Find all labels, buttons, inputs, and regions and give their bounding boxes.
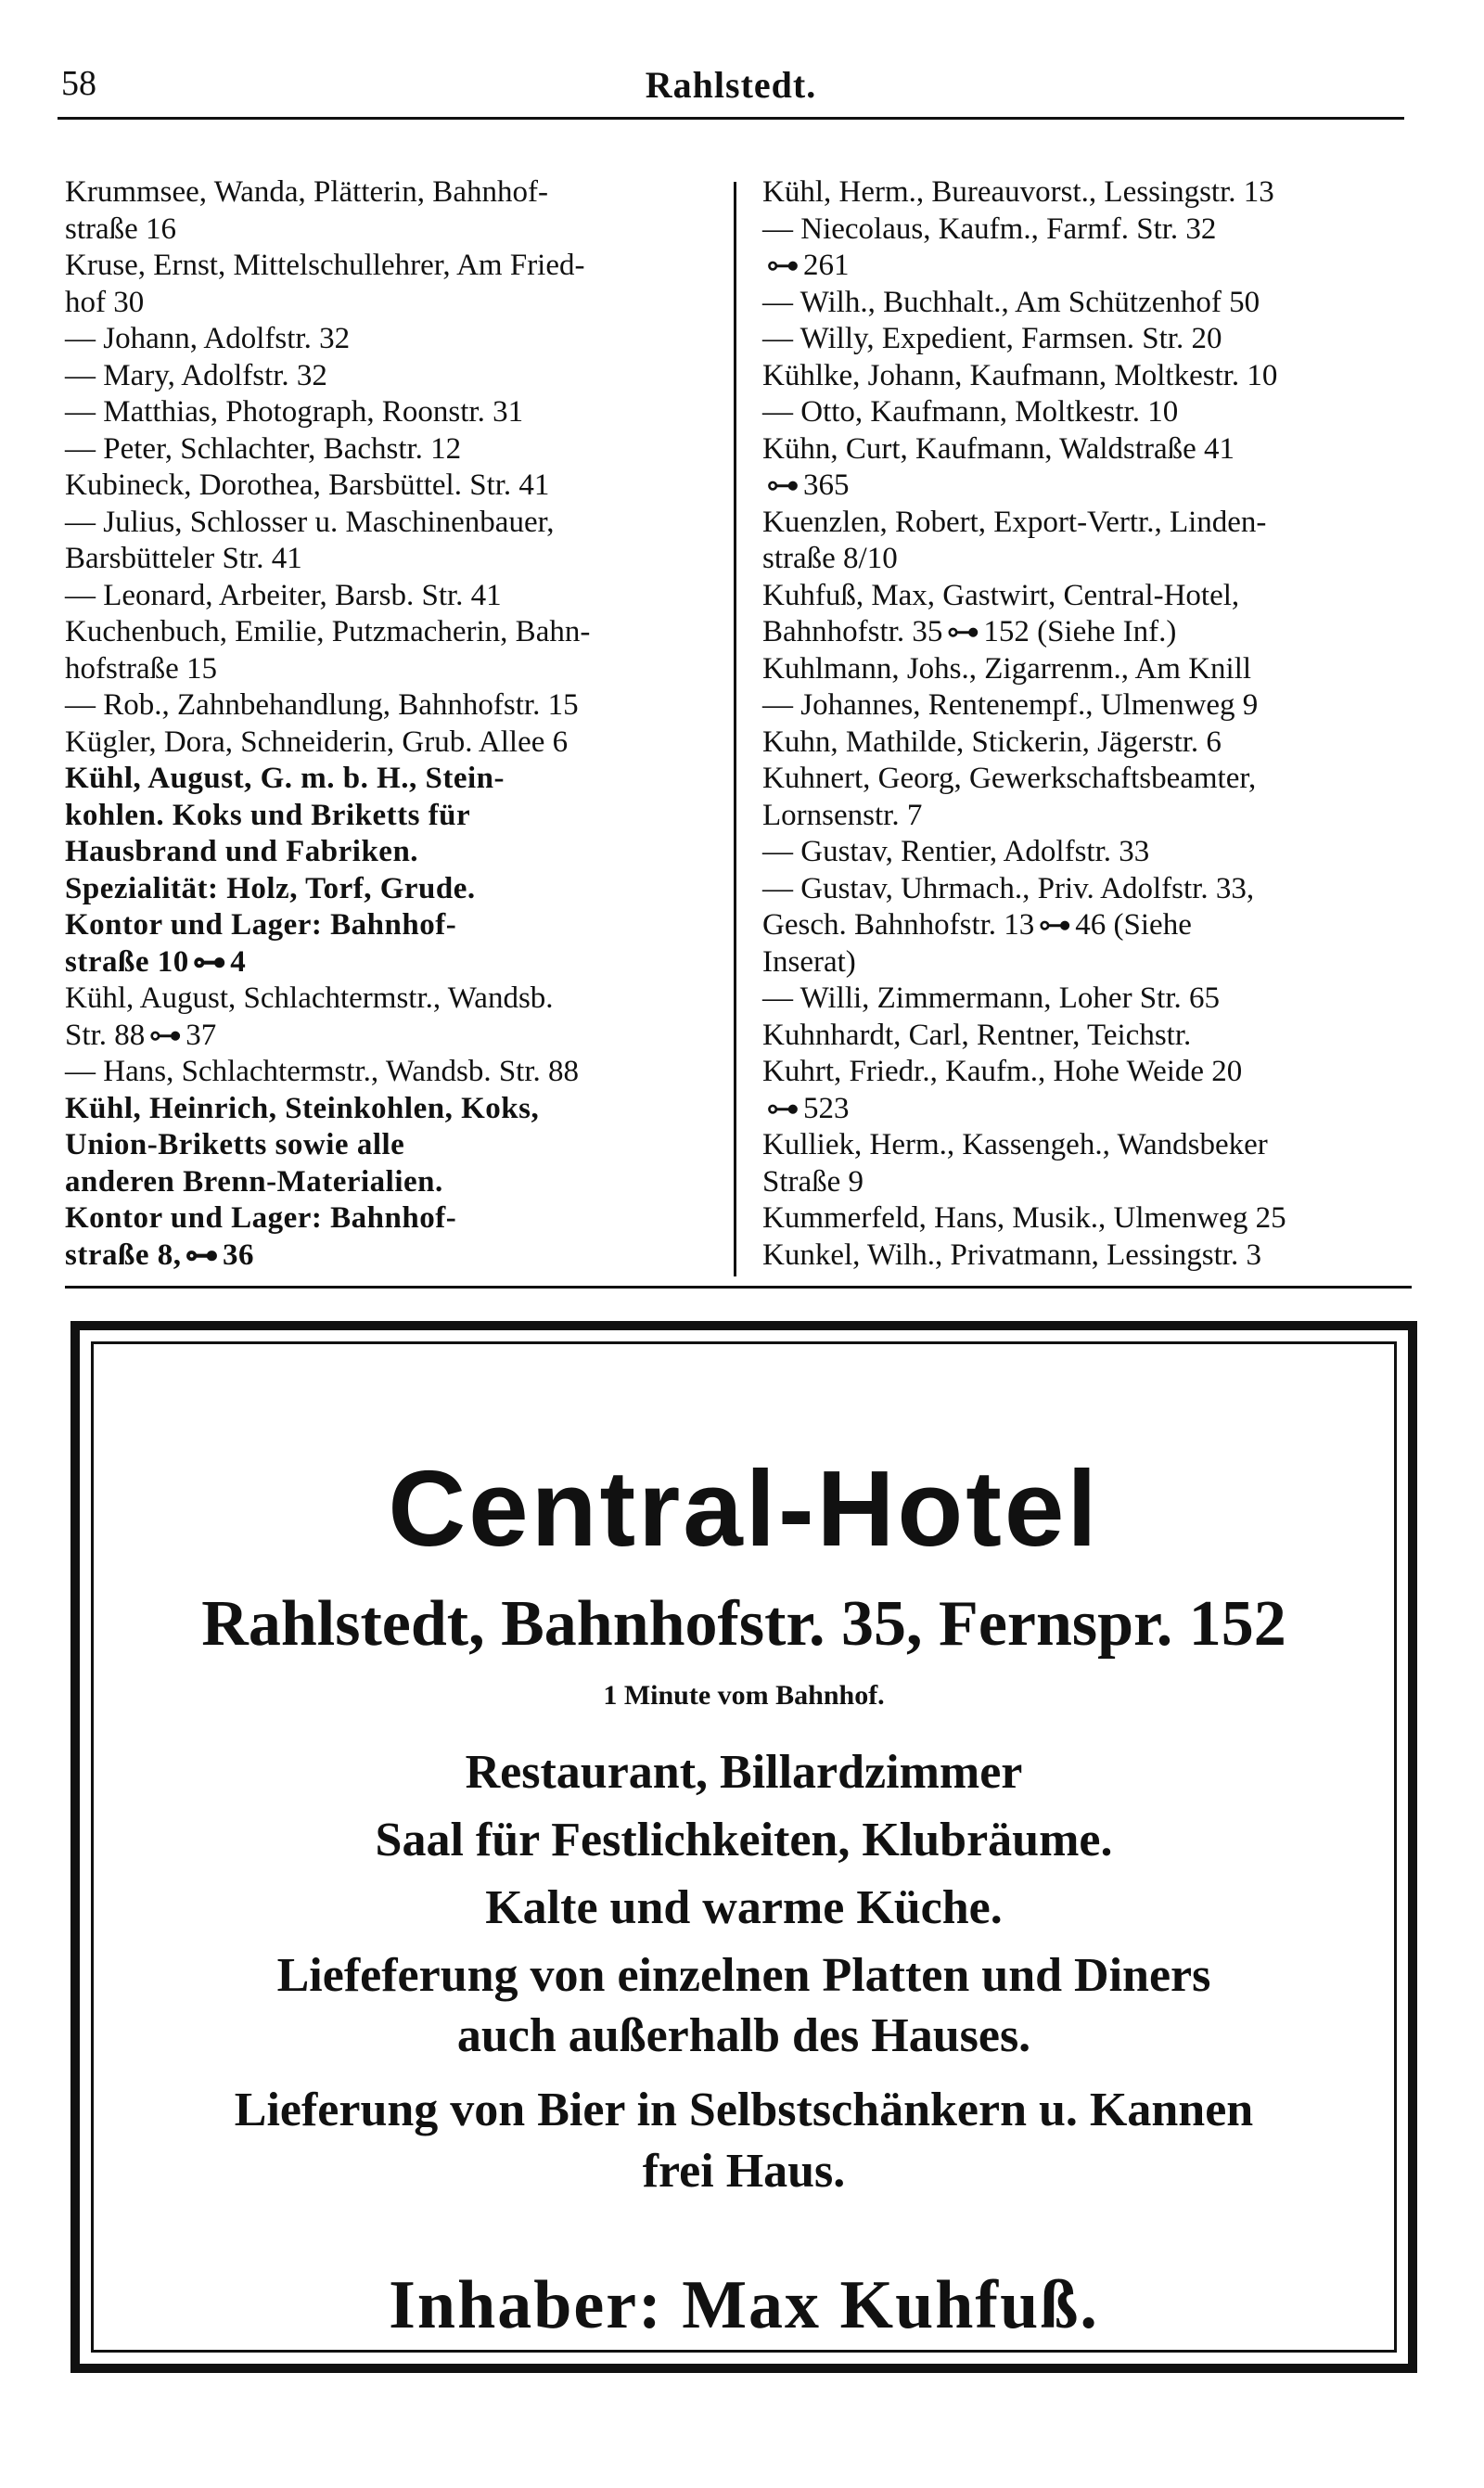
entry-text: — Hans, Schlachtermstr., Wandsb. Str. 88 [65,1055,580,1088]
phone-number: 365 [803,468,850,502]
directory-entry-line [762,1127,1412,1164]
entry-text: kohlen. Koks und Briketts für [65,798,471,832]
entry-text: Kruse, Ernst, Mittelschullehrer, Am Fried- [65,249,585,282]
directory-entry-line [762,1091,1412,1128]
directory-entry-line [762,1054,1412,1091]
entry-text: Str. 88 [65,1018,146,1052]
entry-text: Kuhfuß, Max, Gastwirt, Central-Hotel, [762,578,1240,612]
entry-text: hofstraße 15 [65,651,218,686]
phone-number: 36 [222,1238,254,1272]
directory-entry-line [762,834,1412,871]
directory-entry-line [65,174,714,212]
directory-entry-line [65,944,714,981]
entry-text: — Julius, Schlosser u. Maschinenbauer, [65,505,555,539]
directory-entry-line [762,981,1412,1018]
entry-text: straße 16 [65,212,177,246]
directory-entry-line [65,1200,714,1238]
directory-entry-line [762,1200,1412,1238]
directory-entry-line [762,761,1412,798]
entry-text: Kuhrt, Friedr., Kaufm., Hohe Weide 20 [762,1055,1243,1088]
directory-entry-line [65,212,714,249]
entry-text: Kummerfeld, Hans, Musik., Ulmenweg 25 [762,1201,1286,1235]
entry-text: straße 8, [65,1238,182,1272]
page-header [58,63,1404,119]
directory-entry-line [65,1164,714,1201]
directory-entry-line [65,394,714,431]
directory-entry-line [762,871,1412,908]
phone-number: 37 [186,1018,217,1052]
directory-entry-line [65,248,714,285]
telephone-icon: ⊶ [766,1089,800,1127]
directory-entry-line [65,431,714,468]
directory-entry-line [762,212,1412,249]
directory-entry-line [762,944,1412,981]
directory-entry-line [762,285,1412,322]
directory-entry-line [65,541,714,578]
directory-entry-line [65,321,714,358]
entry-text: — Otto, Kaufmann, Moltkestr. 10 [762,395,1179,429]
directory-entry-line [65,798,714,835]
entry-text: Kügler, Dora, Schneiderin, Grub. Allee 6 [65,725,569,759]
entry-text: Kühl, August, G. m. b. H., Stein- [65,762,505,795]
directory-entry-line [762,1164,1412,1201]
entry-text: — Willy, Expedient, Farmsen. Str. 20 [762,322,1222,355]
directory-column-right [762,174,1412,1274]
entry-text: Kuhnert, Georg, Gewerkschaftsbeamter, [762,762,1257,795]
directory-entry-line [762,578,1412,615]
ad-service-line: Saal für Festlichkeiten, Klubräume. [375,1814,1113,1866]
phone-number: 4 [230,944,247,979]
directory-entry-line [65,1054,714,1091]
directory-entry-line [65,614,714,651]
running-title: Rahlstedt. [645,64,817,106]
ad-service-line: auch außerhalb des Hauses. [456,2009,1031,2062]
phone-number: 261 [803,249,850,282]
telephone-icon: ⊶ [192,943,227,981]
advertisement-inner-frame [91,1341,1397,2353]
entry-text: Lornsenstr. 7 [762,798,923,832]
entry-text: straße 10 [65,944,189,979]
ad-service-line: Liefeferung von einzelnen Platten und Diners [276,1949,1211,2002]
directory-column-left [65,174,714,1274]
entry-text: Inserat) [762,944,856,979]
ad-address: Rahlstedt, Bahnhofstr. 35, Fernspr. 152 [201,1588,1286,1660]
directory-entry-line [762,651,1412,688]
directory-entry-line [65,1091,714,1128]
entry-text: Kuchenbuch, Emilie, Putzmacherin, Bahn- [65,615,591,648]
ad-hotel-name: Central-Hotel [388,1448,1100,1569]
entry-text: Kuhlmann, Johs., Zigarrenm., Am Knill [762,651,1252,686]
entry-text: hof 30 [65,285,145,319]
directory-entry-line [65,981,714,1018]
directory-entry-line [762,1238,1412,1275]
entry-text: anderen Brenn-Materialien. [65,1164,443,1199]
phone-number: 523 [803,1091,850,1125]
entry-text: Kühl, Herm., Bureauvorst., Lessingstr. 13 [762,175,1274,209]
entry-text: — Mary, Adolfstr. 32 [65,358,327,392]
entry-text: Straße 9 [762,1164,864,1199]
entry-text: Spezialität: Holz, Torf, Grude. [65,871,476,905]
entry-text: Kuhnhardt, Carl, Rentner, Teichstr. [762,1018,1192,1052]
directory-entry-line [65,1238,714,1275]
directory-entry-line [762,614,1412,651]
entry-text: Kontor und Lager: Bahnhof- [65,908,457,942]
entry-text: Hausbrand und Fabriken. [65,835,419,868]
entry-text: Kontor und Lager: Bahnhof- [65,1201,457,1235]
entry-text: Gesch. Bahnhofstr. 13 [762,908,1035,942]
directory-entry-line [762,907,1412,944]
directory-entry-line [762,431,1412,468]
entry-text: — Leonard, Arbeiter, Barsb. Str. 41 [65,578,502,612]
entry-text: — Wilh., Buchhalt., Am Schützenhof 50 [762,285,1260,319]
entry-text: — Rob., Zahnbehandlung, Bahnhofstr. 15 [65,688,579,722]
telephone-icon: ⊶ [148,1016,183,1054]
entry-text: Kühl, August, Schlachtermstr., Wandsb. [65,981,554,1015]
telephone-icon: ⊶ [766,247,800,284]
ad-service-line: Lieferung von Bier in Selbstschänkern u. Kannen [234,2084,1254,2136]
directory-entry-line [762,321,1412,358]
entry-text: Kunkel, Wilh., Privatmann, Lessingstr. 3 [762,1238,1261,1272]
directory-entry-line [65,1018,714,1055]
entry-text: — Johann, Adolfstr. 32 [65,322,351,355]
phone-number: 152 (Siehe Inf.) [983,615,1177,648]
directory-entry-line [65,578,714,615]
entry-text: — Johannes, Rentenempf., Ulmenweg 9 [762,688,1259,722]
entry-text: Krummsee, Wanda, Plätterin, Bahnhof- [65,175,548,209]
directory-entry-line [762,248,1412,285]
directory-entry-line [65,834,714,871]
entry-text: Union-Briketts sowie alle [65,1128,405,1161]
phone-number: 46 (Siehe [1075,908,1192,942]
advertisement-box [70,1321,1417,2373]
entry-text: — Gustav, Rentier, Adolfstr. 33 [762,835,1150,868]
directory-entry-line [762,358,1412,395]
entry-text: straße 8/10 [762,542,898,575]
directory-entry-line [65,468,714,505]
entry-text: — Niecolaus, Kaufm., Farmf. Str. 32 [762,212,1217,246]
directory-entry-line [762,468,1412,505]
telephone-icon: ⊶ [946,613,980,650]
entry-text: Bahnhofstr. 35 [762,615,943,648]
directory-entry-line [65,651,714,688]
ad-service-line: frei Haus. [642,2145,846,2198]
entry-text: — Peter, Schlachter, Bachstr. 12 [65,431,462,466]
entry-text: — Gustav, Uhrmach., Priv. Adolfstr. 33, [762,871,1255,905]
directory-entry-line [65,761,714,798]
entry-text: Barsbütteler Str. 41 [65,542,302,575]
ad-service-line: Restaurant, Billardzimmer [465,1746,1023,1799]
ad-service-line: Kalte und warme Küche. [485,1881,1003,1934]
directory-entry-line [65,285,714,322]
directory-entry-line [65,687,714,725]
ad-distance-note: 1 Minute vom Bahnhof. [603,1680,885,1711]
directory-entry-line [762,687,1412,725]
directory-entry-line [762,505,1412,542]
directory-entry-line [65,725,714,762]
header-rule [58,117,1404,120]
directory-entry-line [762,798,1412,835]
directory-entry-line [65,358,714,395]
directory-entry-line [762,174,1412,212]
column-divider [734,182,736,1276]
directory-entry-line [65,907,714,944]
listings-bottom-rule [65,1286,1412,1289]
page-number: 58 [61,64,96,103]
ad-owner: Inhaber: Max Kuhfuß. [389,2267,1099,2343]
entry-text: Kühn, Curt, Kaufmann, Waldstraße 41 [762,431,1235,466]
entry-text: — Matthias, Photograph, Roonstr. 31 [65,395,524,429]
entry-text: Kuhn, Mathilde, Stickerin, Jägerstr. 6 [762,725,1222,759]
entry-text: — Willi, Zimmermann, Loher Str. 65 [762,981,1221,1015]
directory-entry-line [762,394,1412,431]
telephone-icon: ⊶ [185,1236,219,1274]
entry-text: Kühlke, Johann, Kaufmann, Moltkestr. 10 [762,358,1278,392]
directory-entry-line [762,541,1412,578]
entry-text: Kühl, Heinrich, Steinkohlen, Koks, [65,1091,540,1125]
directory-entry-line [65,505,714,542]
entry-text: Kulliek, Herm., Kassengeh., Wandsbeker [762,1128,1268,1161]
telephone-icon: ⊶ [766,467,800,504]
entry-text: Kubineck, Dorothea, Barsbüttel. Str. 41 [65,468,550,502]
directory-entry-line [762,1018,1412,1055]
entry-text: Kuenzlen, Robert, Export-Vertr., Linden- [762,505,1267,539]
directory-entry-line [65,871,714,908]
directory-entry-line [762,725,1412,762]
directory-entry-line [65,1127,714,1164]
telephone-icon: ⊶ [1038,906,1072,943]
